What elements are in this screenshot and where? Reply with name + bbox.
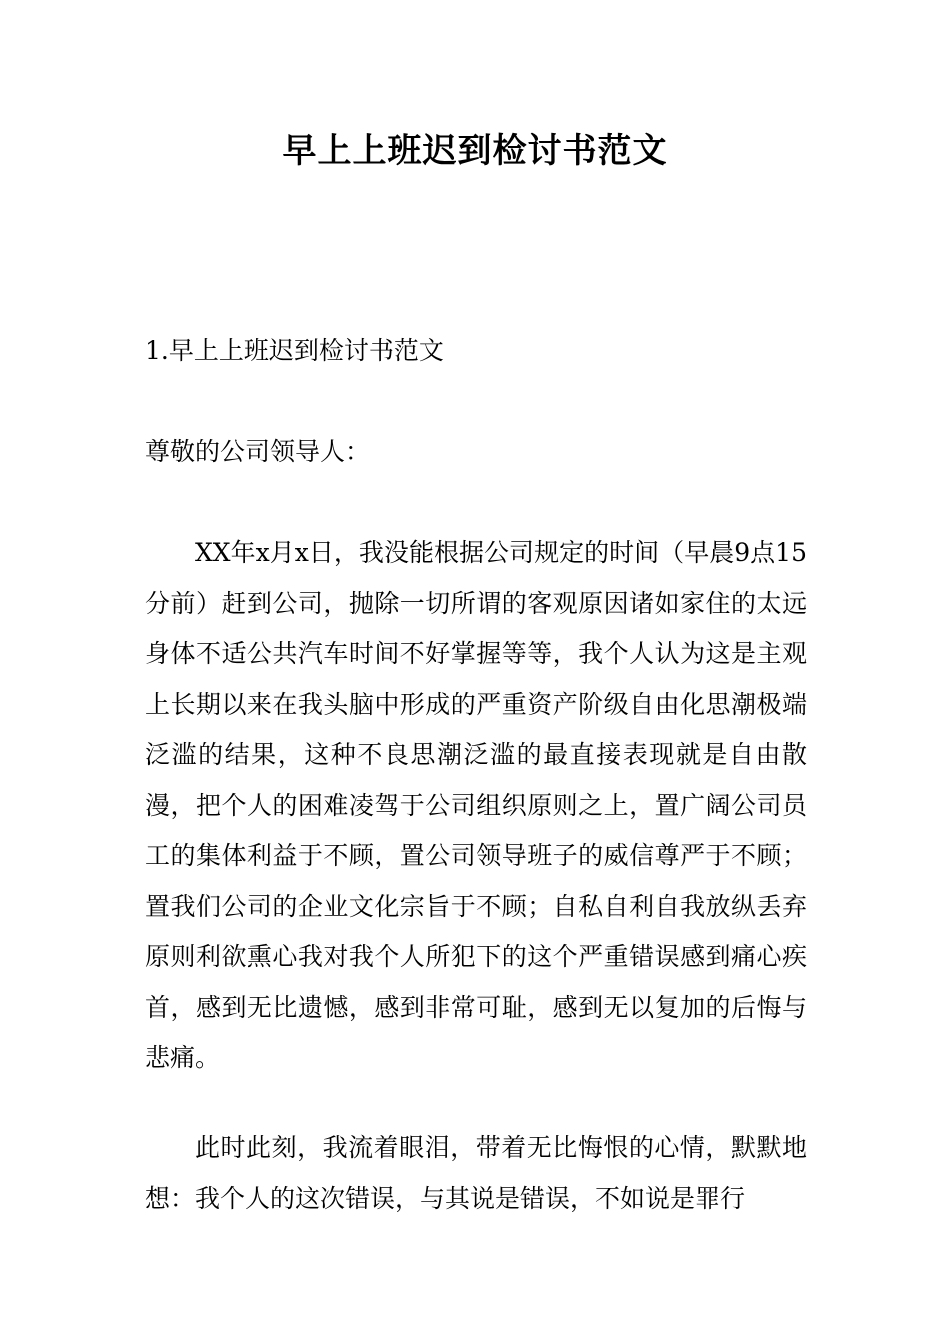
document-title: 早上上班迟到检讨书范文 [282, 131, 668, 171]
body-paragraph-1: XX年x月x日，我没能根据公司规定的时间（早晨9点15分前）赶到公司，抛除一切所谓的客观原因诸如家住的太远身体不适公共汽车时间不好掌握等等，我个人认为这是主观上长期以来在我头脑中形成的严重资产阶级自由化思潮极端泛滥的结果，这种不良思潮泛滥的最直接表现就是自由散漫，把个人的困难凌驾于公司组织原则之上，置广阔公司员工的集体利益于不顾，置公司领导班子的威信尊严于不顾；置我们公司的企业文化宗旨于不顾；自私自利自我放纵丢弃原则利欲熏心我对我个人所犯下的这个严重错误感到痛心疾首，感到无比遗憾，感到非常可耻，感到无以复加的后悔与悲痛。 [145, 538, 807, 1072]
body-paragraph-2: 此时此刻，我流着眼泪，带着无比悔恨的心情，默默地想：我个人的这次错误，与其说是错误，不如说是罪行 [145, 1133, 807, 1213]
salutation: 尊敬的公司领导人： [145, 437, 371, 466]
section-heading: 1.早上上班迟到检讨书范文 [145, 336, 444, 365]
